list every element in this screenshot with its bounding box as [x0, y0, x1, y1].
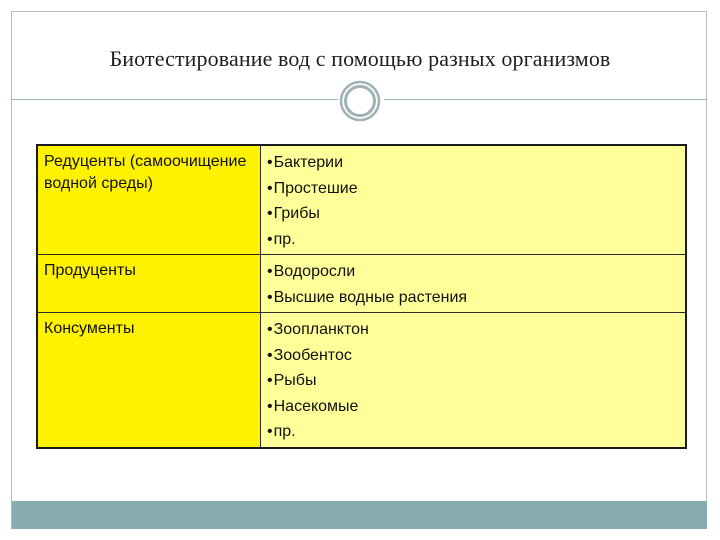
row-label-text: Консументы	[44, 320, 135, 337]
slide-title: Биотестирование вод с помощью разных организмов	[109, 46, 611, 71]
list-item: • пр.	[267, 227, 679, 253]
row-items-producers	[261, 255, 687, 313]
table-row	[37, 255, 686, 313]
list-item: • Зоопланктон	[267, 317, 679, 343]
row-items-reducers	[261, 145, 687, 255]
row-items-consumers	[261, 313, 687, 448]
list-item: • Насекомые	[267, 394, 679, 420]
list-item: • Водоросли	[267, 259, 679, 285]
list-item: • Бактерии	[267, 150, 679, 176]
row-label-text: Редуценты (самоочищение водной среды)	[44, 153, 247, 192]
list-item: • Рыбы	[267, 368, 679, 394]
title-divider-right	[384, 99, 706, 100]
footer-bar	[12, 501, 707, 529]
table-row	[37, 145, 686, 255]
list-item: • Простешие	[267, 176, 679, 202]
circle-ornament-icon	[339, 80, 381, 122]
list-item: • пр.	[267, 419, 679, 445]
row-label-consumers	[37, 313, 261, 448]
list-item: • Высшие водные растения	[267, 285, 679, 311]
row-label-reducers	[37, 145, 261, 255]
row-label-producers	[37, 255, 261, 313]
list-item: • Зообентос	[267, 343, 679, 369]
title-divider-left	[12, 99, 338, 100]
table-row	[37, 313, 686, 448]
list-item: • Грибы	[267, 201, 679, 227]
row-label-text: Продуценты	[44, 262, 136, 279]
organisms-table	[36, 144, 687, 449]
